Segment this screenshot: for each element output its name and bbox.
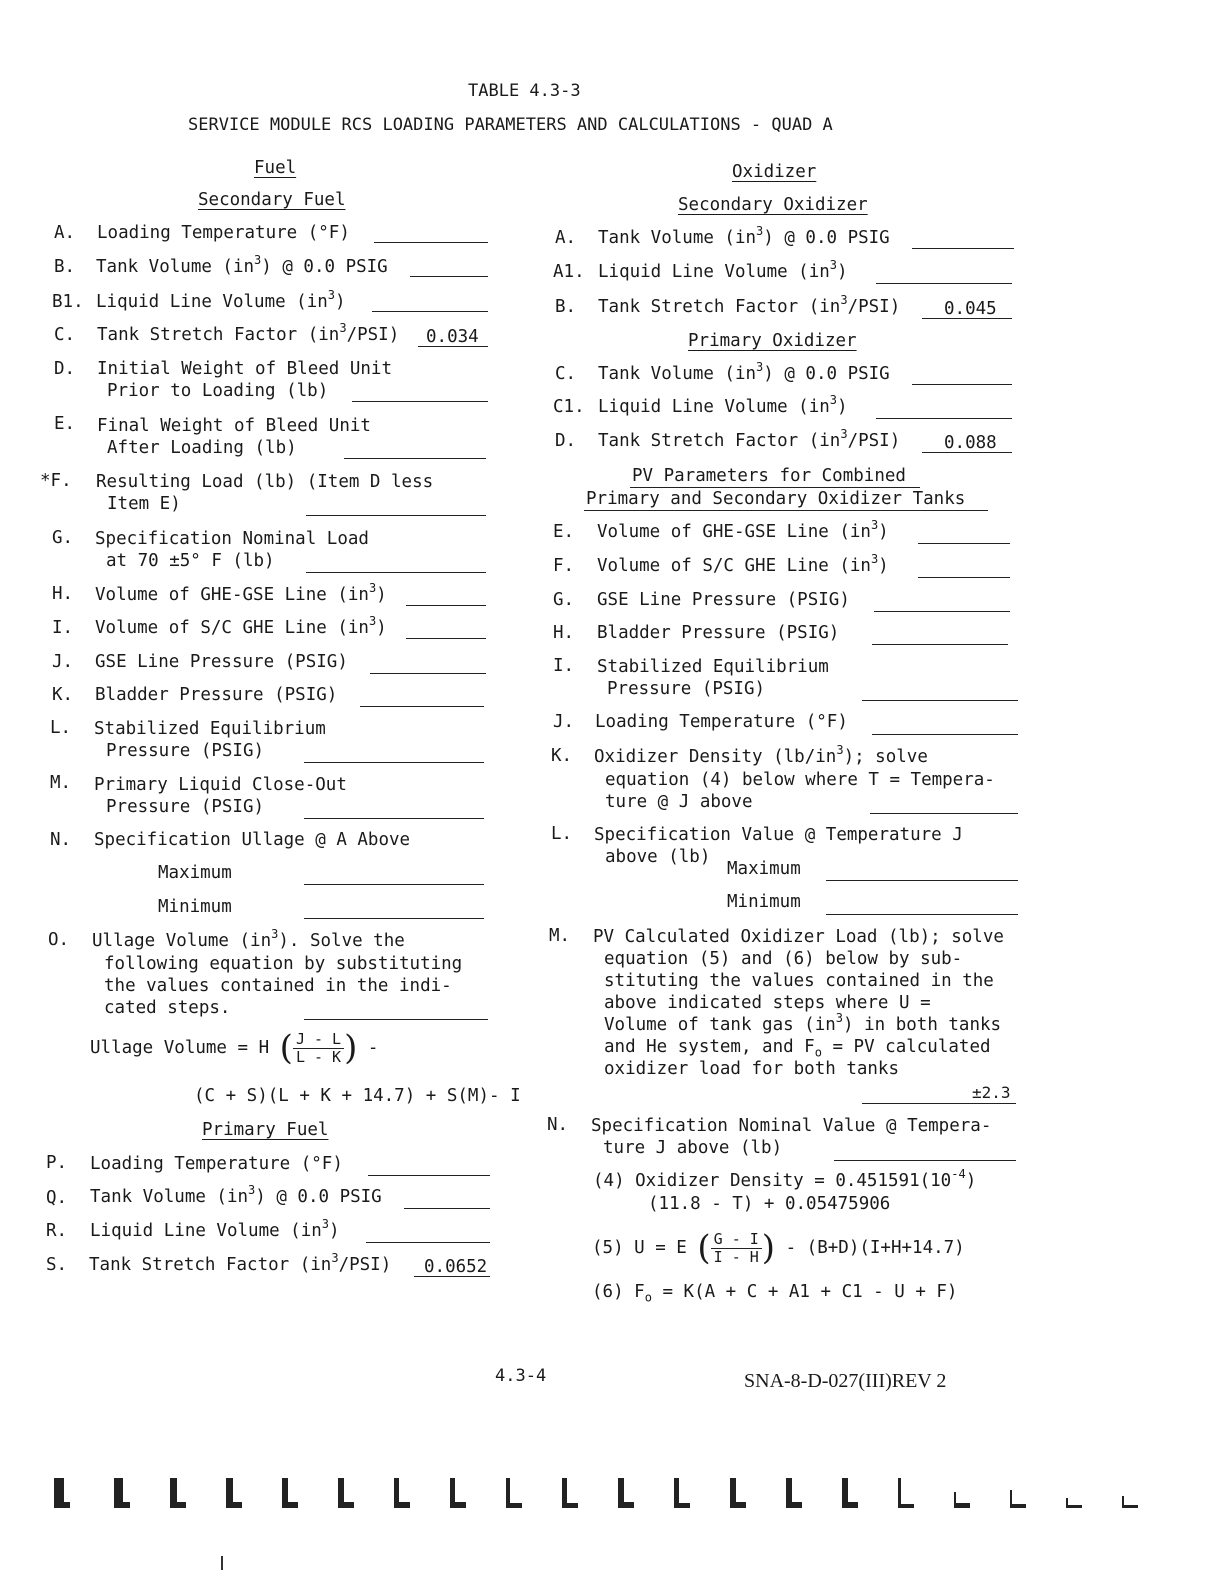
ox-item-j-letter: J. xyxy=(553,712,575,732)
fuel-item-r-blank[interactable] xyxy=(366,1242,490,1243)
fuel-item-a-letter: A. xyxy=(54,223,76,243)
fuel-item-d-line2: Prior to Loading (lb) xyxy=(107,381,329,401)
fuel-item-o-letter: O. xyxy=(48,930,70,950)
ox-item-m-line4: above indicated steps where U = xyxy=(604,993,931,1013)
binding-mark xyxy=(952,1478,970,1510)
fuel-item-d-blank[interactable] xyxy=(352,401,488,402)
fuel-item-m-line1: Primary Liquid Close-Out xyxy=(94,775,347,795)
fuel-item-i-letter: I. xyxy=(52,618,74,638)
ox-item-a-letter: A. xyxy=(555,228,577,248)
fuel-item-a-blank[interactable] xyxy=(374,242,488,243)
binding-mark xyxy=(672,1478,690,1510)
binding-mark xyxy=(840,1478,858,1510)
ox-item-j-label: Loading Temperature (°F) xyxy=(595,712,848,732)
table-title: SERVICE MODULE RCS LOADING PARAMETERS AND CALCULATIONS - QUAD A xyxy=(188,115,833,135)
primary-fuel-heading: Primary Fuel xyxy=(202,1120,329,1140)
fuel-item-j-blank[interactable] xyxy=(370,673,486,674)
ullage-volume-equation-line2: (C + S)(L + K + 14.7) + S(M)- I xyxy=(194,1086,521,1106)
fuel-item-i-blank[interactable] xyxy=(406,638,486,639)
binding-mark xyxy=(1008,1478,1026,1510)
equation-4-line2: (11.8 - T) + 0.05475906 xyxy=(648,1194,891,1214)
fuel-item-j-label: GSE Line Pressure (PSIG) xyxy=(95,652,348,672)
ox-item-g-label: GSE Line Pressure (PSIG) xyxy=(597,590,850,610)
document-id: SNA-8-D-027(III)REV 2 xyxy=(744,1370,947,1392)
fuel-item-b1-letter: B1. xyxy=(52,292,84,312)
pv-parameters-heading-1: PV Parameters for Combined xyxy=(632,466,906,486)
ox-item-b-value: 0.045 xyxy=(944,299,997,319)
ox-item-l-min-blank[interactable] xyxy=(826,914,1018,915)
fuel-item-n-min-label: Minimum xyxy=(158,897,232,917)
binding-mark xyxy=(168,1478,186,1510)
ox-item-a1-blank[interactable] xyxy=(876,283,1012,284)
ox-item-l-min-label: Minimum xyxy=(727,892,801,912)
binding-mark xyxy=(52,1478,70,1510)
ox-item-m-line1: PV Calculated Oxidizer Load (lb); solve xyxy=(593,927,1004,947)
fuel-item-n-label: Specification Ullage @ A Above xyxy=(94,830,411,850)
fuel-item-j-letter: J. xyxy=(52,652,74,672)
fuel-item-m-letter: M. xyxy=(50,773,72,793)
ox-item-c-blank[interactable] xyxy=(912,384,1012,385)
binding-mark xyxy=(1120,1478,1138,1510)
ox-item-n-blank[interactable] xyxy=(834,1160,1016,1161)
fuel-item-k-letter: K. xyxy=(52,685,74,705)
binding-mark xyxy=(224,1478,242,1510)
fuel-item-c-blank xyxy=(418,346,488,347)
ox-item-k-line3: ture @ J above xyxy=(605,792,753,812)
fuel-item-s-letter: S. xyxy=(46,1255,68,1275)
ox-item-h-blank[interactable] xyxy=(872,644,1008,645)
fuel-item-r-letter: R. xyxy=(46,1221,68,1241)
pv-heading-2-underline xyxy=(584,510,988,511)
fuel-item-q-label: Tank Volume $(in^3)$ @ 0.0 PSIG xyxy=(90,1183,382,1207)
fuel-item-k-blank[interactable] xyxy=(360,706,484,707)
ox-item-m-blank[interactable] xyxy=(862,1103,1016,1104)
fuel-item-f-blank[interactable] xyxy=(306,515,486,516)
ox-item-d-label: Tank Stretch Factor $(in^3/PSI)$ xyxy=(598,427,901,451)
ox-item-e-blank[interactable] xyxy=(918,543,1010,544)
fuel-item-c-label: Tank Stretch Factor $(in^3/PSI)$ xyxy=(97,321,400,345)
ox-item-m-line3: stituting the values contained in the xyxy=(604,971,994,991)
fuel-item-c-letter: C. xyxy=(54,325,76,345)
fuel-item-n-max-blank[interactable] xyxy=(304,884,484,885)
ox-item-a1-label: Liquid Line Volume $(in^3)$ xyxy=(598,258,848,282)
binding-mark xyxy=(1064,1478,1082,1510)
stray-tick-mark xyxy=(221,1556,223,1570)
fuel-item-f-letter: *F. xyxy=(40,471,72,491)
ox-item-k-line1: Oxidizer Density $(lb/in^3)$; solve xyxy=(594,743,928,767)
fuel-item-d-letter: D. xyxy=(54,359,76,379)
fuel-item-g-line2: at 70 ±5° F (lb) xyxy=(106,551,275,571)
fuel-item-b1-blank[interactable] xyxy=(372,311,488,312)
fuel-item-b-label: Tank Volume $(in^3)$ @ 0.0 PSIG xyxy=(96,253,388,277)
ox-item-f-letter: F. xyxy=(553,556,575,576)
fuel-item-o-line2: following equation by substituting xyxy=(104,954,463,974)
fuel-item-c-value: 0.034 xyxy=(426,327,479,347)
ox-item-l-line1: Specification Value @ Temperature J xyxy=(594,825,963,845)
ox-item-n-line2: ture J above (lb) xyxy=(603,1138,783,1158)
fuel-item-p-letter: P. xyxy=(46,1153,68,1173)
fuel-item-m-line2: Pressure (PSIG) xyxy=(106,797,265,817)
fuel-item-n-letter: N. xyxy=(50,830,72,850)
ox-item-e-letter: E. xyxy=(553,522,575,542)
ullage-fraction: $\frac{J - L}{L - K}$ xyxy=(293,1031,344,1066)
ox-item-b-label: Tank Stretch Factor $(in^3/PSI)$ xyxy=(598,293,901,317)
close-paren: ) xyxy=(761,1228,776,1268)
ox-item-d-letter: D. xyxy=(555,431,577,451)
fuel-item-o-line4: cated steps. xyxy=(104,998,231,1018)
fuel-item-l-line2: Pressure (PSIG) xyxy=(106,741,265,761)
ox-item-i-blank[interactable] xyxy=(862,700,1018,701)
ox-item-h-letter: H. xyxy=(553,623,575,643)
fuel-item-r-label: Liquid Line Volume $(in^3)$ xyxy=(90,1217,340,1241)
ox-item-l-max-blank[interactable] xyxy=(826,880,1018,881)
fuel-item-p-label: Loading Temperature (°F) xyxy=(90,1154,343,1174)
fuel-item-q-letter: Q. xyxy=(46,1188,68,1208)
fuel-item-i-label: Volume of S/C GHE Line $(in^3)$ xyxy=(95,614,387,638)
fuel-item-k-label: Bladder Pressure (PSIG) xyxy=(95,685,338,705)
open-paren: ( xyxy=(279,1028,293,1068)
fuel-item-m-blank[interactable] xyxy=(304,818,484,819)
ox-item-n-line1: Specification Nominal Value @ Tempera- xyxy=(591,1116,992,1136)
ox-item-f-blank[interactable] xyxy=(918,577,1010,578)
fuel-item-h-letter: H. xyxy=(52,584,74,604)
fuel-item-e-letter: E. xyxy=(54,414,76,434)
fuel-item-g-letter: G. xyxy=(52,528,74,548)
ox-item-c1-letter: C1. xyxy=(553,397,585,417)
ox-item-a1-letter: A1. xyxy=(553,262,585,282)
ox-item-l-max-label: Maximum xyxy=(727,859,801,879)
binding-mark xyxy=(392,1478,410,1510)
fuel-item-h-blank[interactable] xyxy=(406,605,486,606)
fuel-item-p-blank[interactable] xyxy=(368,1175,490,1176)
ox-item-d-blank xyxy=(922,452,1012,453)
ox-item-b-blank xyxy=(922,318,1012,319)
ox-item-a-blank[interactable] xyxy=(912,248,1014,249)
ox-item-j-blank[interactable] xyxy=(872,734,1018,735)
fuel-item-b-blank[interactable] xyxy=(410,276,488,277)
fuel-item-l-line1: Stabilized Equilibrium xyxy=(94,719,326,739)
ox-item-k-blank[interactable] xyxy=(870,813,1018,814)
fuel-item-e-blank[interactable] xyxy=(344,458,486,459)
ox-item-m-line6: and He system, and $F_o$ = PV calculated xyxy=(604,1037,991,1060)
fuel-item-f-line1: Resulting Load (lb) (Item D less xyxy=(96,472,434,492)
fuel-item-e-line2: After Loading (lb) xyxy=(107,438,297,458)
binding-mark xyxy=(336,1478,354,1510)
oxidizer-heading: Oxidizer xyxy=(732,162,817,182)
fuel-item-q-blank[interactable] xyxy=(404,1208,490,1209)
binding-mark xyxy=(504,1478,522,1510)
ox-item-m-tolerance: ±2.3 xyxy=(972,1083,1011,1102)
ox-item-c-letter: C. xyxy=(555,364,577,384)
ox-item-i-line2: Pressure (PSIG) xyxy=(607,679,766,699)
fuel-item-o-line3: the values contained in the indi- xyxy=(104,976,452,996)
binding-mark xyxy=(280,1478,298,1510)
ox-item-g-blank[interactable] xyxy=(874,611,1010,612)
ox-item-m-line2: equation (5) and (6) below by sub- xyxy=(604,949,963,969)
equation-5: (5) U = E ( $\frac{G - I}{I - H}$ ) - (B+D)(I+H+14.7) xyxy=(592,1228,965,1268)
fuel-item-l-letter: L. xyxy=(50,718,72,738)
fuel-item-n-min-blank[interactable] xyxy=(304,918,484,919)
binding-mark xyxy=(616,1478,634,1510)
equation-6: (6) $F_o = K(A + C + A1 + C1 - U + F)$ xyxy=(592,1282,958,1305)
fuel-item-e-line1: Final Weight of Bleed Unit xyxy=(97,416,371,436)
table-number: TABLE 4.3-3 xyxy=(468,81,581,101)
ox-item-m-line5: Volume of tank gas $(in^3)$ in both tanks xyxy=(604,1011,1002,1035)
page-number: 4.3-4 xyxy=(495,1366,547,1386)
secondary-fuel-heading: Secondary Fuel xyxy=(198,190,346,210)
fuel-item-d-line1: Initial Weight of Bleed Unit xyxy=(97,359,393,379)
binding-mark xyxy=(728,1478,746,1510)
ox-item-l-line2: above (lb) xyxy=(605,847,711,867)
binding-mark xyxy=(784,1478,802,1510)
ox-item-k-line2: equation (4) below where T = Tempera- xyxy=(605,770,995,790)
binding-mark xyxy=(896,1478,914,1510)
ox-item-h-label: Bladder Pressure (PSIG) xyxy=(597,623,840,643)
fuel-item-a-label: Loading Temperature (°F) xyxy=(97,223,350,243)
ox-item-d-value: 0.088 xyxy=(944,433,997,453)
fuel-item-g-blank[interactable] xyxy=(306,572,486,573)
ox-item-m-letter: M. xyxy=(549,926,571,946)
binding-mark xyxy=(112,1478,130,1510)
fuel-item-b-letter: B. xyxy=(54,257,76,277)
close-paren: ) xyxy=(344,1028,358,1068)
ox-item-g-letter: G. xyxy=(553,590,575,610)
primary-oxidizer-heading: Primary Oxidizer xyxy=(688,331,857,351)
secondary-oxidizer-heading: Secondary Oxidizer xyxy=(678,195,868,215)
pv-parameters-heading-2: Primary and Secondary Oxidizer Tanks xyxy=(586,489,966,509)
ox-item-n-letter: N. xyxy=(547,1115,569,1135)
ox-item-c1-label: Liquid Line Volume $(in^3)$ xyxy=(598,393,848,417)
fuel-heading: Fuel xyxy=(254,158,297,178)
ox-item-b-letter: B. xyxy=(555,297,577,317)
open-paren: ( xyxy=(697,1228,711,1268)
ox-item-m-line7: oxidizer load for both tanks xyxy=(604,1059,900,1079)
equation-4-line1: (4) Oxidizer Density = $0.451591(10^{-4})$ xyxy=(593,1167,977,1191)
ox-item-i-letter: I. xyxy=(553,656,575,676)
fuel-item-b1-label: Liquid Line Volume $(in^3)$ xyxy=(96,288,346,312)
fuel-item-s-label: Tank Stretch Factor $(in^3/PSI)$ xyxy=(89,1251,392,1275)
ox-item-i-line1: Stabilized Equilibrium xyxy=(597,657,829,677)
binding-marks xyxy=(52,1478,1152,1518)
equation-5-fraction: $\frac{G - I}{I - H}$ xyxy=(711,1231,762,1266)
fuel-item-o-blank[interactable] xyxy=(304,1019,488,1020)
fuel-item-g-line1: Specification Nominal Load xyxy=(95,529,369,549)
fuel-item-n-max-label: Maximum xyxy=(158,863,232,883)
fuel-item-f-line2: Item E) xyxy=(107,494,181,514)
ox-item-k-letter: K. xyxy=(551,746,573,766)
fuel-item-l-blank[interactable] xyxy=(304,762,484,763)
binding-mark xyxy=(448,1478,466,1510)
ox-item-c1-blank[interactable] xyxy=(876,418,1012,419)
fuel-item-h-label: Volume of GHE-GSE Line $(in^3)$ xyxy=(95,581,387,605)
binding-mark xyxy=(560,1478,578,1510)
ullage-volume-equation: Ullage Volume = H ( $\frac{J - L}{L - K}$ ) - xyxy=(90,1028,379,1068)
fuel-item-s-blank xyxy=(414,1276,490,1277)
ox-item-e-label: Volume of GHE-GSE Line $(in^3)$ xyxy=(597,518,889,542)
fuel-item-s-value: 0.0652 xyxy=(424,1257,488,1277)
ox-item-l-letter: L. xyxy=(551,824,573,844)
ox-item-c-label: Tank Volume $(in^3)$ @ 0.0 PSIG xyxy=(598,360,890,384)
fuel-item-o-line1: Ullage Volume $(in^3)$. Solve the xyxy=(92,927,405,951)
ox-item-a-label: Tank Volume $(in^3)$ @ 0.0 PSIG xyxy=(598,224,890,248)
ox-item-f-label: Volume of S/C GHE Line $(in^3)$ xyxy=(597,552,889,576)
